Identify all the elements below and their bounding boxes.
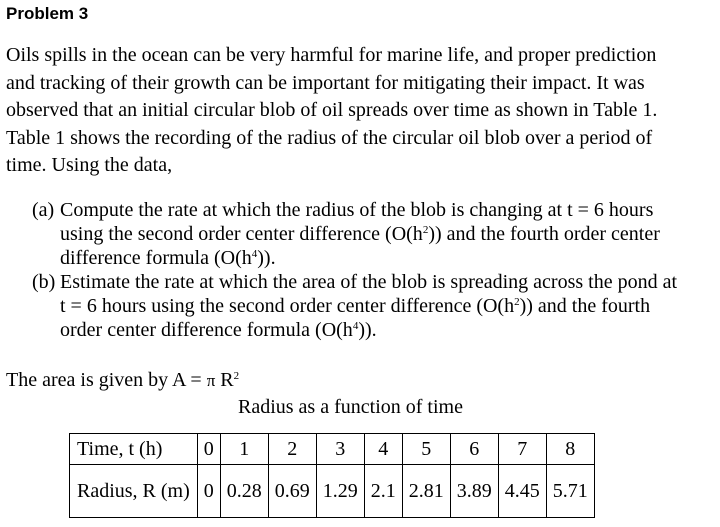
exponent: 2	[422, 224, 429, 236]
exponent: 4	[251, 248, 258, 260]
table-row-time	[70, 434, 595, 465]
table-cell-radius: 3.89	[450, 465, 498, 518]
table-cell-time: 0	[197, 434, 220, 465]
table-caption: Radius as a function of time	[238, 396, 463, 418]
table-cell-radius: 2.1	[364, 465, 402, 518]
table-cell-time: 1	[220, 434, 268, 465]
problem-title: Problem 3	[6, 4, 89, 23]
area-formula-text: The area is given by A =	[6, 369, 207, 391]
table-header-time: Time, t (h)	[70, 434, 198, 465]
intro-paragraph	[6, 42, 712, 180]
part-b-text: )) and the fourth	[519, 295, 651, 317]
part-b-line	[60, 294, 716, 318]
problem-parts	[32, 198, 716, 342]
part-a	[32, 198, 716, 270]
part-a-text: )).	[257, 247, 276, 269]
part-b-text: )).	[358, 319, 377, 341]
intro-line: Table 1 shows the recording of the radius of the circular oil blob over a period of	[6, 126, 653, 149]
table-cell-time: 6	[450, 434, 498, 465]
intro-line: time. Using the data,	[6, 154, 173, 176]
exponent: 2	[514, 296, 520, 308]
table-cell-time: 2	[268, 434, 316, 465]
table-header-radius: Radius, R (m)	[70, 465, 198, 518]
table-cell-radius: 4.45	[498, 465, 546, 518]
part-b	[32, 270, 716, 342]
area-formula	[6, 366, 239, 394]
table-cell-time: 4	[364, 434, 402, 465]
table-cell-radius: 1.29	[316, 465, 364, 518]
part-a-text: )) and the fourth order center	[428, 223, 660, 245]
table-cell-radius: 0.69	[268, 465, 316, 518]
part-b-line: Estimate the rate at which the area of the blob is spreading across the pond at	[60, 271, 678, 293]
table-cell-radius: 0	[197, 465, 220, 518]
part-a-label: (a)	[32, 199, 55, 221]
part-b-line	[60, 318, 716, 342]
part-b-text: order center difference formula (O(h	[60, 319, 353, 341]
table-cell-time: 7	[498, 434, 546, 465]
intro-line: observed that an initial circular blob of oil spreads over time as shown in Table 1.	[6, 99, 658, 121]
intro-line: and tracking of their growth can be important for mitigating their impact. It was	[6, 71, 645, 94]
part-b-label: (b)	[32, 271, 56, 293]
part-b-text: t = 6 hours using the second order center difference (O(h	[60, 295, 515, 317]
part-a-line	[60, 222, 716, 246]
table-row-radius	[70, 465, 595, 518]
radius-table	[69, 433, 595, 518]
radius-variable: R	[215, 369, 234, 391]
part-a-line	[60, 246, 716, 270]
table-cell-time: 3	[316, 434, 364, 465]
table-cell-radius: 2.81	[402, 465, 450, 518]
part-a-line: Compute the rate at which the radius of the blob is changing at t = 6 hours	[60, 199, 654, 221]
table-cell-radius: 0.28	[220, 465, 268, 518]
table-cell-time: 5	[402, 434, 450, 465]
pi-symbol: π	[206, 371, 216, 390]
intro-line: Oils spills in the ocean can be very harmful for marine life, and proper prediction	[6, 44, 657, 66]
part-a-text: using the second order center difference (O(h	[60, 223, 423, 245]
table-cell-time: 8	[546, 434, 594, 465]
exponent: 4	[352, 320, 359, 332]
exponent: 2	[233, 370, 240, 382]
part-a-text: difference formula (O(h	[60, 247, 252, 269]
table-cell-radius: 5.71	[546, 465, 594, 518]
